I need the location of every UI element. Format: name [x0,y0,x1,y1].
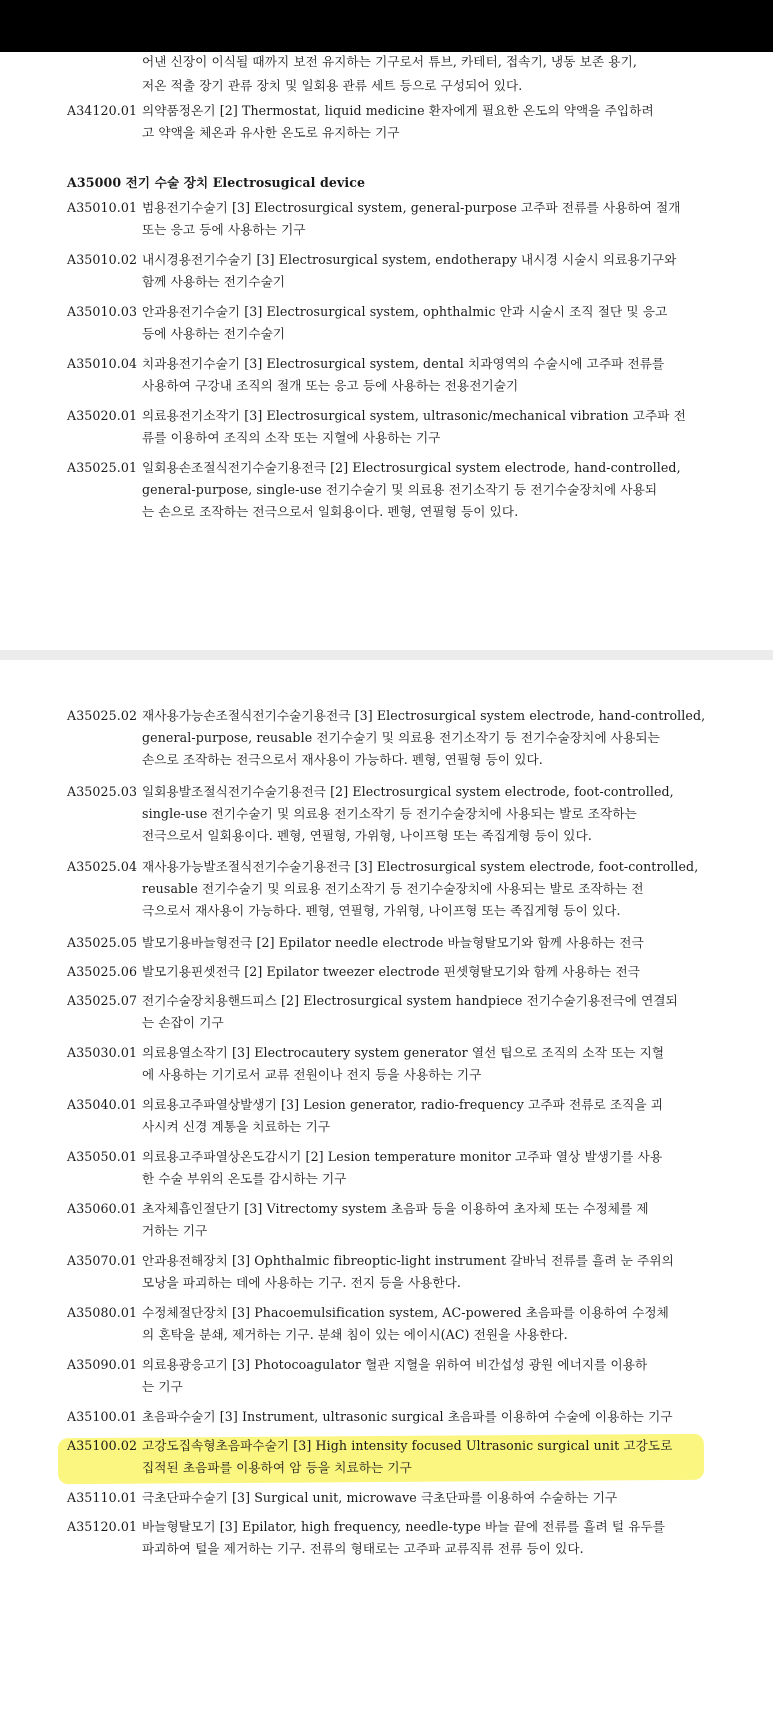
entry-code: A35120.01 [67,1519,138,1534]
entry-text-line: 함께 사용하는 전기수술기 [142,274,286,289]
entry-text-line: 에 사용하는 기기로서 교류 전원이나 전지 등을 사용하는 기구 [142,1067,482,1082]
entry-text-line: 범용전기수술기 [3] Electrosurgical system, general-purpose 고주파 전류를 사용하여 절개 [142,200,681,215]
entry-code: A35025.01 [67,460,138,475]
entry-text-line: 전기수술장치용핸드피스 [2] Electrosurgical system handpiece 전기수술기용전극에 연결되 [142,993,678,1008]
entry-text-line: 고 약액을 체온과 유사한 온도로 유지하는 기구 [142,125,400,140]
top-bar [0,0,773,52]
continuation-line: 저온 적출 장기 관류 장치 및 일회용 관류 세트 등으로 구성되어 있다. [142,78,523,93]
entry-text-line: 또는 응고 등에 사용하는 기구 [142,222,306,237]
entry-code: A35025.02 [67,708,138,723]
entry-text-line: general-purpose, reusable 전기수술기 및 의료용 전기소작기 등 전기수술장치에 사용되는 [142,730,660,745]
entry-text-line: 사용하여 구강내 조직의 절개 또는 응고 등에 사용하는 전용전기술기 [142,378,519,393]
entry-code: A35100.01 [67,1409,138,1424]
entry-text-line: 전극으로서 일회용이다. 펜형, 연필형, 가위형, 나이프형 또는 족집게형 등이 있다. [142,828,592,843]
entry-code: A35100.02 [67,1438,138,1453]
entry-text-line: 의료용열소작기 [3] Electrocautery system generator 열선 팁으로 조직의 소작 또는 지혈 [142,1045,665,1060]
entry-text-line: 집적된 초음파를 이용하여 암 등을 치료하는 기구 [142,1460,412,1475]
entry-text-line: 재사용가능발조절식전기수술기용전극 [3] Electrosurgical system electrode, foot-controlled, [142,859,699,874]
document-page-1 [0,52,773,650]
entry-text-line: 바늘형탈모기 [3] Epilator, high frequency, needle-type 바늘 끝에 전류를 흘려 털 유두를 [142,1519,666,1534]
entry-text-line: 거하는 기구 [142,1223,208,1238]
entry-code: A35025.05 [67,935,138,950]
entry-text-line: reusable 전기수술기 및 의료용 전기소작기 등 전기수술장치에 사용되는 발로 조작하는 전 [142,881,644,896]
entry-code: A35060.01 [67,1201,138,1216]
entry-code: A35110.01 [67,1490,138,1505]
entry-text-line: 한 수술 부위의 온도를 감시하는 기구 [142,1171,347,1186]
entry-text-line: 의약품정온기 [2] Thermostat, liquid medicine 환자에게 필요한 온도의 약액을 주입하려 [142,103,654,118]
entry-text-line: 의료용광응고기 [3] Photocoagulator 혈관 지혈을 위하여 비간섭성 광원 에너지를 이용하 [142,1357,648,1372]
entry-text-line: 사시켜 신경 계통을 치료하는 기구 [142,1119,331,1134]
entry-text-line: 극으로서 재사용이 가능하다. 펜형, 연필형, 가위형, 나이프형 또는 족집게형 등이 있다. [142,903,621,918]
entry-code: A35010.04 [67,356,138,371]
entry-code: A35025.07 [67,993,138,1008]
entry-code: A35040.01 [67,1097,138,1112]
entry-code: A35070.01 [67,1253,138,1268]
entry-text-line: 발모기용핀셋전극 [2] Epilator tweezer electrode 핀셋형탈모기와 함께 사용하는 전극 [142,964,640,979]
entry-text-line: 의료용전기소작기 [3] Electrosurgical system, ultrasonic/mechanical vibration 고주파 전 [142,408,686,423]
entry-text-line: 의료용고주파열상온도감시기 [2] Lesion temperature monitor 고주파 열상 발생기를 사용 [142,1149,663,1164]
entry-text-line: 수정체절단장치 [3] Phacoemulsification system, AC-powered 초음파를 이용하여 수정체 [142,1305,669,1320]
entry-text-line: 손으로 조작하는 전극으로서 재사용이 가능하다. 펜형, 연필형 등이 있다. [142,752,543,767]
entry-text-line: 재사용가능손조절식전기수술기용전극 [3] Electrosurgical system electrode, hand-controlled, [142,708,706,723]
entry-text-line: 류를 이용하여 조직의 소작 또는 지혈에 사용하는 기구 [142,430,441,445]
entry-code: A35080.01 [67,1305,138,1320]
entry-text-line: 초음파수술기 [3] Instrument, ultrasonic surgical 초음파를 이용하여 수술에 이용하는 기구 [142,1409,673,1424]
entry-code: A35010.02 [67,252,138,267]
entry-text-line: 안과용전기수술기 [3] Electrosurgical system, ophthalmic 안과 시술시 조직 절단 및 응고 [142,304,668,319]
entry-text-line: 초자체흡인절단기 [3] Vitrectomy system 초음파 등을 이용하여 초자체 또는 수정체를 제 [142,1201,649,1216]
entry-code: A34120.01 [67,103,138,118]
entry-code: A35010.03 [67,304,138,319]
entry-code: A35025.03 [67,784,138,799]
page-separator [0,650,773,660]
entry-text-line: single-use 전기수술기 및 의료용 전기소작기 등 전기수술장치에 사용되는 발로 조작하는 [142,806,637,821]
entry-text-line: 일회용발조절식전기수술기용전극 [2] Electrosurgical system electrode, foot-controlled, [142,784,674,799]
entry-text-line: 모낭을 파괴하는 데에 사용하는 기구. 전지 등을 사용한다. [142,1275,462,1290]
entry-text-line: 의 혼탁을 분쇄, 제거하는 기구. 분쇄 침이 있는 에이시(AC) 전원을 사용한다. [142,1327,568,1342]
entry-code: A35050.01 [67,1149,138,1164]
entry-code: A35010.01 [67,200,138,215]
entry-text-line: 는 손잡이 기구 [142,1015,224,1030]
entry-text-line: 극초단파수술기 [3] Surgical unit, microwave 극초단파를 이용하여 수술하는 기구 [142,1490,618,1505]
entry-code: A35025.04 [67,859,138,874]
entry-code: A35020.01 [67,408,138,423]
entry-text-line: 발모기용바늘형전극 [2] Epilator needle electrode 바늘형탈모기와 함께 사용하는 전극 [142,935,644,950]
entry-code: A35025.06 [67,964,138,979]
section-heading: A35000 전기 수술 장치 Electrosugical device [67,175,366,190]
entry-code: A35030.01 [67,1045,138,1060]
entry-text-line: 내시경용전기수술기 [3] Electrosurgical system, endotherapy 내시경 시술시 의료용기구와 [142,252,677,267]
entry-text-line: 일회용손조절식전기수술기용전극 [2] Electrosurgical system electrode, hand-controlled, [142,460,681,475]
entry-text-line: 는 기구 [142,1379,183,1394]
document-page-2 [0,660,773,1718]
entry-text-line: 등에 사용하는 전기수술기 [142,326,286,341]
entry-text-line: 의료용고주파열상발생기 [3] Lesion generator, radio-frequency 고주파 전류로 조직을 괴 [142,1097,664,1112]
entry-text-line: 안과용전해장치 [3] Ophthalmic fibreoptic-light instrument 갈바닉 전류를 흘려 눈 주위의 [142,1253,674,1268]
entry-text-line: 는 손으로 조작하는 전극으로서 일회용이다. 펜형, 연필형 등이 있다. [142,504,519,519]
entry-text-line: 고강도집속형초음파수술기 [3] High intensity focused Ultrasonic surgical unit 고강도로 [142,1438,673,1453]
entry-text-line: general-purpose, single-use 전기수술기 및 의료용 전기소작기 등 전기수술장치에 사용되 [142,482,658,497]
entry-code: A35090.01 [67,1357,138,1372]
entry-text-line: 치과용전기수술기 [3] Electrosurgical system, dental 치과영역의 수술시에 고주파 전류를 [142,356,665,371]
entry-text-line: 파괴하여 털을 제거하는 기구. 전류의 형태로는 고주파 교류직류 전류 등이 있다. [142,1541,584,1556]
continuation-line: 어낸 신장이 이식될 때까지 보전 유지하는 기구로서 튜브, 카테터, 접속기, 냉동 보존 용기, [142,54,637,69]
